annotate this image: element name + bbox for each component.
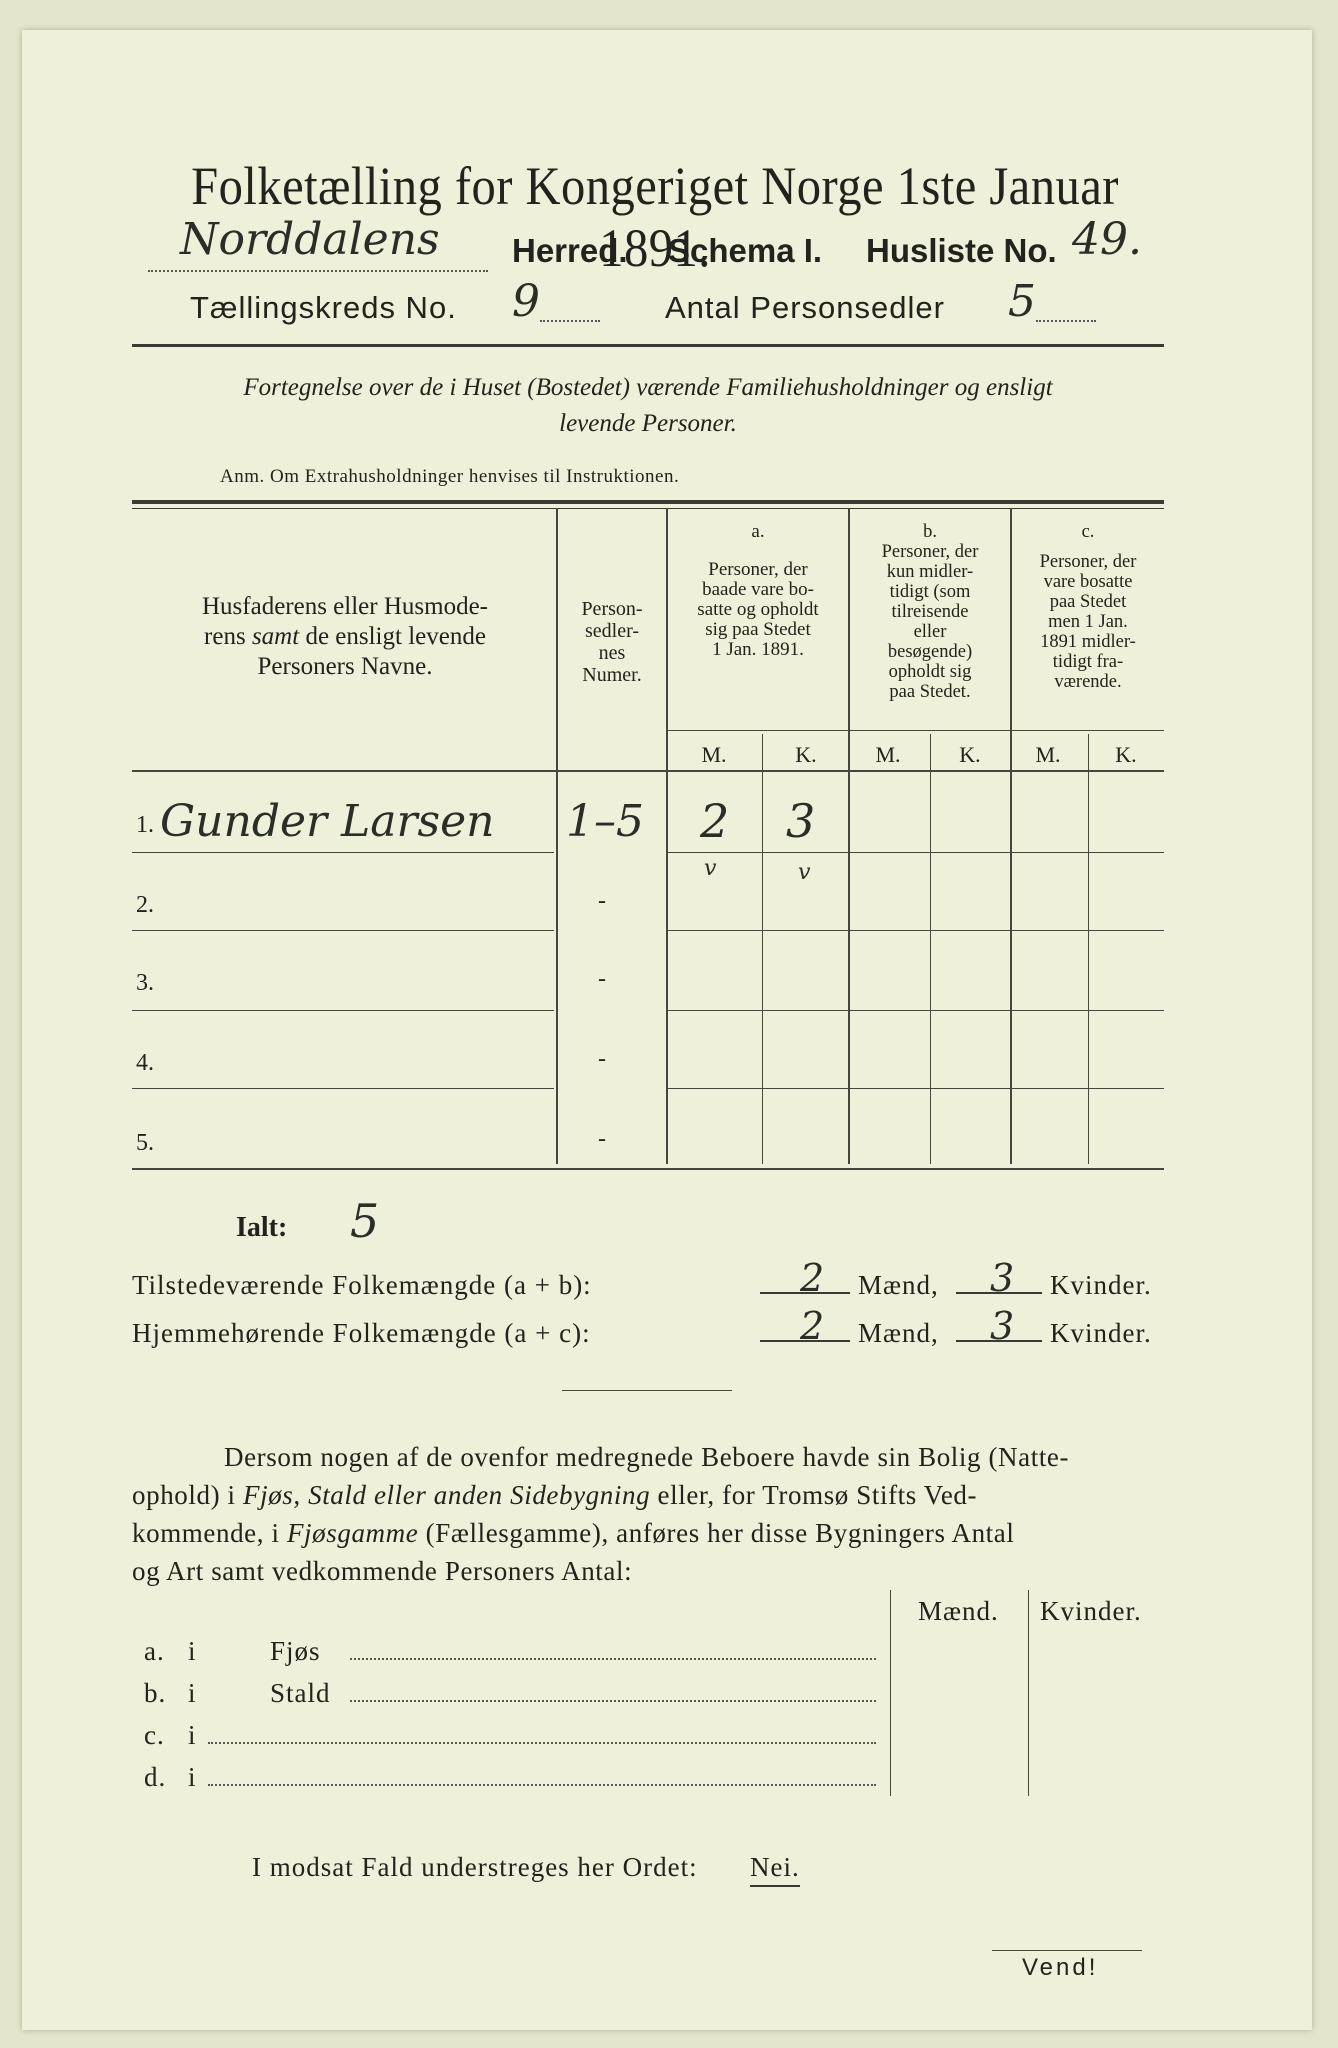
herred-value: Norddalens — [180, 214, 440, 265]
form-title: Folketælling for Kongeriget Norge 1ste Januar 1891. — [191, 156, 1119, 278]
item-i: i — [188, 1636, 197, 1666]
mk-label-b-k: K. — [959, 742, 981, 767]
table-bottom-rule — [132, 1168, 1164, 1170]
row-sep-1-name — [132, 852, 554, 853]
antal-label: Antal Personsedler — [665, 290, 945, 325]
row-name: Gunder Larsen — [160, 796, 495, 847]
row-sep-4-name — [132, 1088, 554, 1089]
row-sep-2-name — [132, 930, 554, 931]
husliste-value: 49. — [1072, 214, 1142, 265]
tilst-maend: Mænd, — [858, 1270, 939, 1300]
header-col-b: b. Personer, der kun midler- tidigt (som tilreisende eller besøgende) opholdt sig paa Stedet. — [881, 522, 979, 702]
row-sep-3 — [666, 1010, 1164, 1011]
row-a-m: 2 — [700, 794, 730, 848]
para-line-1: Dersom nogen af de ovenfor medregnede Beboere havde sin Bolig (Natte- — [224, 1442, 1070, 1472]
tilst-k: 3 — [990, 1256, 1015, 1300]
row-sep-4 — [666, 1088, 1164, 1089]
anm-note: Anm. Om Extrahusholdninger henvises til Instruktionen. — [220, 466, 680, 487]
mk-label-c-k: K. — [1115, 742, 1137, 767]
table-top-rule — [132, 500, 1164, 504]
ialt-label: Ialt: — [236, 1212, 288, 1243]
herred-label: Herred. — [512, 232, 628, 269]
header-names-col: Husfaderens eller Husmode- rens samt de ensligt levende Personers Navne. — [201, 593, 488, 680]
hjem-m: 2 — [800, 1304, 825, 1348]
mk-label-c-m: M. — [1035, 742, 1061, 767]
mk-header-rule — [666, 730, 1164, 731]
check-mark-a-k: v — [798, 860, 811, 885]
item-i: i — [188, 1678, 197, 1708]
item-letter: d. — [144, 1762, 167, 1792]
row-sedler: - — [598, 888, 606, 914]
item-i: i — [188, 1720, 197, 1750]
item-label: Stald — [270, 1678, 331, 1708]
item-dots — [208, 1784, 876, 1786]
bottom-col-divider-2 — [1028, 1590, 1029, 1796]
bottom-maend-header: Mænd. — [918, 1596, 999, 1626]
item-dots — [350, 1658, 876, 1660]
row-a-k: 3 — [786, 794, 816, 848]
col-divider-c — [1088, 734, 1089, 1164]
item-letter: a. — [144, 1636, 165, 1666]
header-col-a: a. Personer, der baade vare bo- satte og opholdt sig paa Stedet 1 Jan. 1891. — [697, 521, 819, 660]
item-dots — [208, 1742, 876, 1744]
hjem-maend: Mænd, — [858, 1318, 939, 1348]
vend-label: Vend! — [1022, 1954, 1099, 1981]
item-letter: c. — [144, 1720, 165, 1750]
antal-value: 5 — [1008, 276, 1036, 327]
row-number: 1. — [136, 812, 154, 838]
row-sedler: - — [598, 966, 606, 992]
row-sep-1 — [666, 852, 1164, 853]
mk-label-a-m: M. — [701, 742, 727, 767]
intro-line-1: Fortegnelse over de i Huset (Bostedet) værende Familiehusholdninger og ensligt — [243, 374, 1053, 401]
ialt-value: 5 — [350, 1194, 380, 1248]
item-letter: b. — [144, 1678, 167, 1708]
header-rule — [132, 344, 1164, 347]
para-line-2: ophold) i Fjøs, Stald eller anden Sidebygning eller, for Tromsø Stifts Ved- — [132, 1480, 978, 1510]
row-sedler: - — [598, 1046, 606, 1072]
col-divider-a — [762, 734, 763, 1164]
separator-rule — [562, 1390, 732, 1391]
tilst-m: 2 — [800, 1256, 825, 1300]
vend-rule — [992, 1950, 1142, 1951]
item-i: i — [188, 1762, 197, 1792]
row-sedler: 1–5 — [566, 796, 644, 847]
kreds-value: 9 — [512, 276, 540, 327]
kreds-label: Tællingskreds No. — [190, 290, 457, 325]
bottom-col-divider-1 — [890, 1590, 891, 1796]
row-number: 3. — [136, 970, 154, 996]
tilst-kvinder: Kvinder. — [1050, 1270, 1152, 1300]
hjem-label: Hjemmehørende Folkemængde (a + c): — [132, 1318, 591, 1348]
row-number: 5. — [136, 1130, 154, 1156]
modsat-text: I modsat Fald understreges her Ordet: — [252, 1852, 698, 1882]
mk-label-a-k: K. — [795, 742, 817, 767]
row-sep-3-name — [132, 1010, 554, 1011]
row-number: 4. — [136, 1050, 154, 1076]
hjem-k: 3 — [990, 1304, 1015, 1348]
antal-dots — [1036, 316, 1096, 322]
tilst-label: Tilstedeværende Folkemængde (a + b): — [132, 1270, 592, 1300]
row-sep-2 — [666, 930, 1164, 931]
kreds-dots — [540, 316, 600, 322]
intro-line-2: levende Personer. — [559, 410, 737, 437]
nei-underlined: Nei. — [750, 1852, 800, 1887]
item-label: Fjøs — [270, 1636, 321, 1666]
husliste-label: Husliste No. — [866, 232, 1057, 269]
para-line-3: kommende, i Fjøsgamme (Fællesgamme), anføres her disse Bygningers Antal — [132, 1518, 1015, 1548]
schema-label: Schema I. — [668, 232, 823, 269]
header-numer-col: Person- sedler- nes Numer. — [581, 598, 643, 686]
row-number: 2. — [136, 892, 154, 918]
hjem-kvinder: Kvinder. — [1050, 1318, 1152, 1348]
bottom-kvinder-header: Kvinder. — [1040, 1596, 1142, 1626]
row-sedler: - — [598, 1126, 606, 1152]
item-dots — [350, 1700, 876, 1702]
check-mark-a-m: v — [704, 856, 717, 881]
mk-label-b-m: M. — [875, 742, 901, 767]
para-line-4: og Art samt vedkommende Personers Antal: — [132, 1556, 633, 1586]
table-header-rule — [132, 770, 1164, 772]
header-col-c: c. Personer, der vare bosatte paa Stedet men 1 Jan. 1891 midler- tidigt fra- værende. — [1039, 522, 1137, 692]
col-divider-b — [930, 734, 931, 1164]
